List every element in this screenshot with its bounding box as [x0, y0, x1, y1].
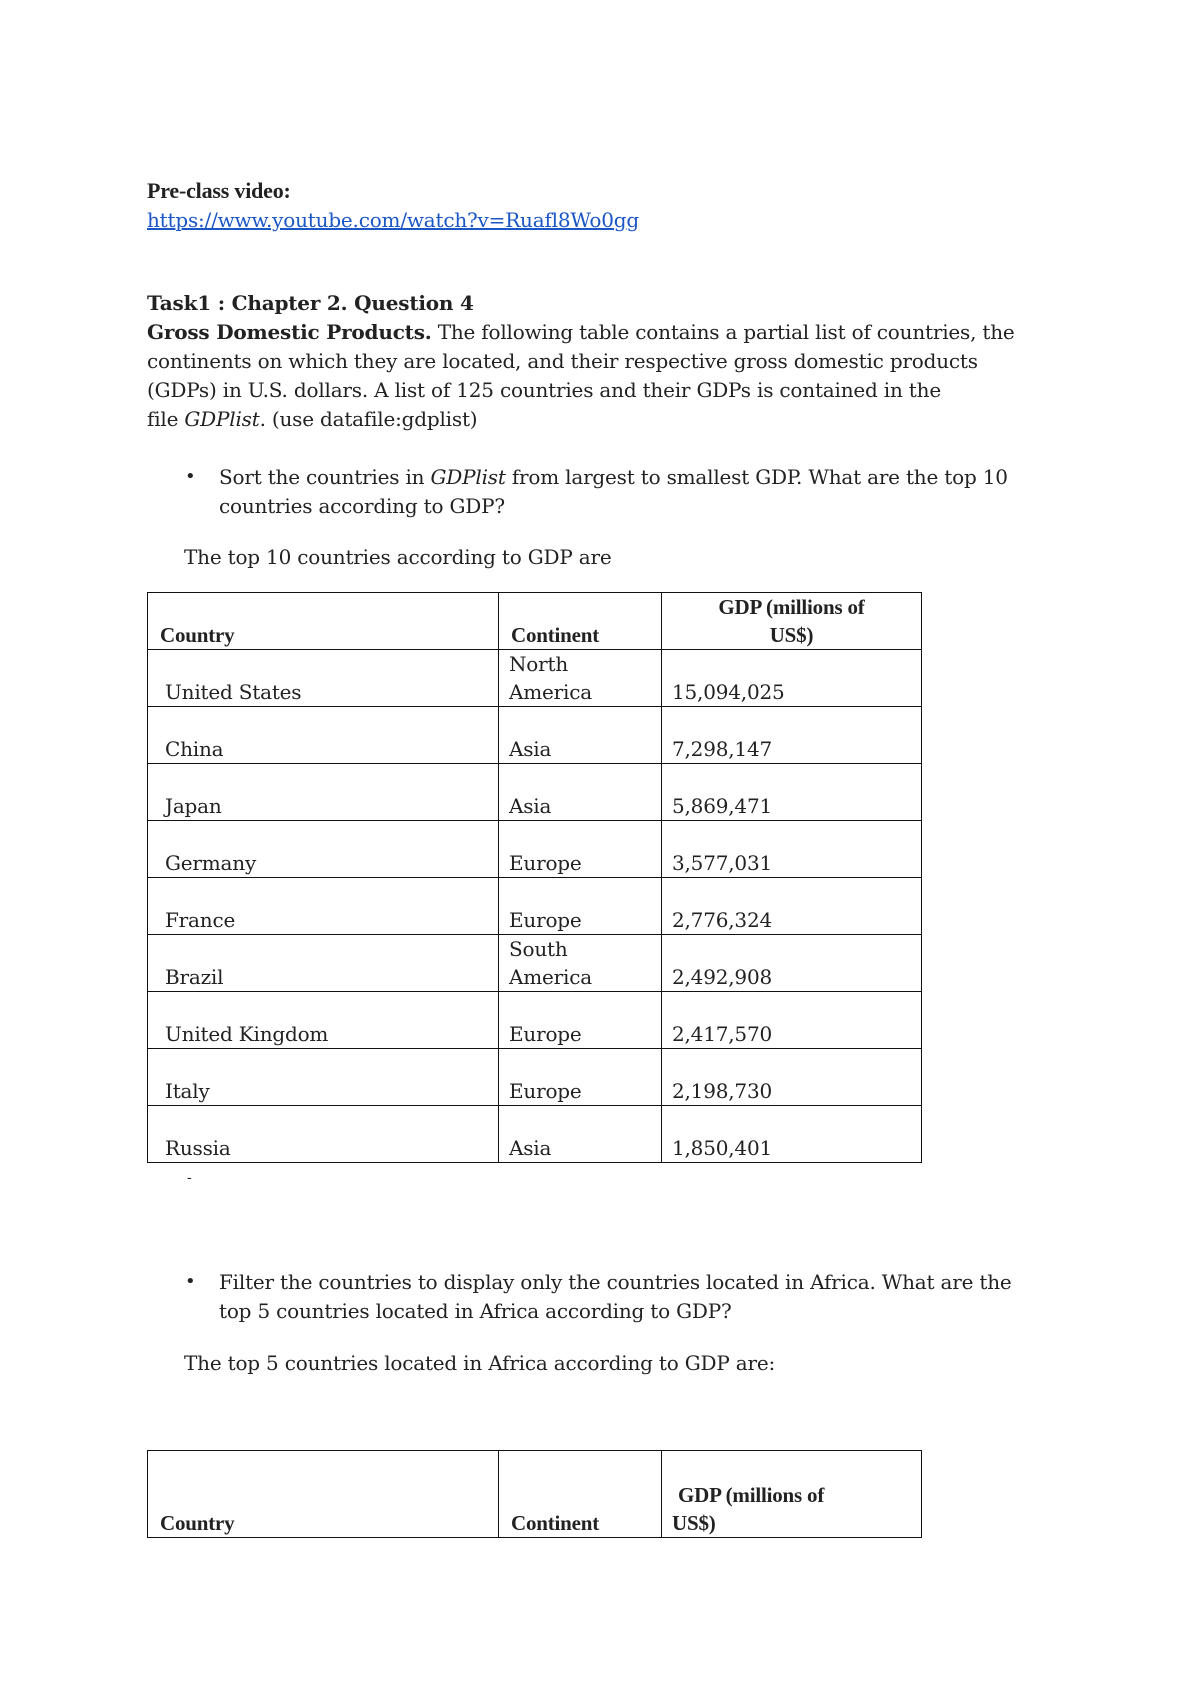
preclass-video-link[interactable]: https://www.youtube.com/watch?v=Ruafl8Wo0gg [147, 208, 639, 232]
task-title: Task1 : Chapter 2. Question 4 [147, 291, 474, 315]
table-row [148, 935, 922, 992]
cell-continent [499, 1106, 662, 1163]
cell-country: Italy [148, 1049, 499, 1106]
table-header-row [148, 1451, 922, 1538]
cell-continent-line2: America [509, 965, 592, 989]
table-row [148, 821, 922, 878]
table-row [148, 707, 922, 764]
header-country: Country [148, 1451, 499, 1538]
cell-continent-line1: North [509, 652, 569, 676]
q1-line-2: countries according to GDP? [219, 494, 505, 518]
cell-country: Russia [148, 1106, 499, 1163]
table-row [148, 878, 922, 935]
header-continent: Continent [499, 593, 662, 650]
preclass-label: Pre-class video: [147, 178, 291, 203]
cell-country: Japan [148, 764, 499, 821]
task-line-4-start: file [147, 407, 185, 431]
task-line-1 [147, 318, 1015, 347]
task-line-4-end: . (use datafile:gdplist) [259, 407, 478, 431]
header-country: Country [148, 593, 499, 650]
cell-continent [499, 821, 662, 878]
task-line-4-italic: GDPlist [184, 407, 260, 431]
bullet-icon: • [185, 466, 196, 487]
header-gdp [662, 1451, 922, 1538]
table-row [148, 992, 922, 1049]
q1-line-1 [219, 463, 1008, 492]
header-continent: Continent [499, 1451, 662, 1538]
cell-country: United Kingdom [148, 992, 499, 1049]
cell-gdp: 2,417,570 [662, 992, 922, 1049]
cell-continent-line2: Europe [509, 1079, 582, 1103]
header-gdp [662, 593, 922, 650]
cell-continent [499, 764, 662, 821]
header-gdp-line2: US$) [769, 623, 814, 647]
cell-continent [499, 650, 662, 707]
cell-continent [499, 1049, 662, 1106]
trailing-dash: - [187, 1170, 192, 1186]
q1-answer-intro: The top 10 countries according to GDP are [184, 545, 612, 569]
bullet-icon: • [185, 1271, 196, 1292]
table-header-row [148, 593, 922, 650]
table-row [148, 764, 922, 821]
task-line-4 [147, 405, 477, 434]
q1-line-1-italic: GDPlist [430, 465, 506, 489]
africa-gdp-table [147, 1450, 922, 1538]
table-row [148, 1049, 922, 1106]
cell-continent-line2: America [509, 680, 592, 704]
top10-gdp-table [147, 592, 922, 1163]
task-line-3: (GDPs) in U.S. dollars. A list of 125 countries and their GDPs is contained in the [147, 378, 941, 402]
cell-continent [499, 878, 662, 935]
cell-continent-line2: Asia [509, 737, 552, 761]
header-gdp-line2: US$) [672, 1511, 716, 1535]
table-row [148, 1106, 922, 1163]
cell-gdp: 5,869,471 [662, 764, 922, 821]
cell-gdp: 3,577,031 [662, 821, 922, 878]
q2-line-2: top 5 countries located in Africa according to GDP? [219, 1299, 732, 1323]
top10-gdp-table-body [148, 650, 922, 1163]
q2-answer-intro: The top 5 countries located in Africa according to GDP are: [184, 1351, 776, 1375]
task-lead: Gross Domestic Products. [147, 320, 432, 344]
q1-line-1-start: Sort the countries in [219, 465, 431, 489]
cell-country: Germany [148, 821, 499, 878]
cell-gdp: 7,298,147 [662, 707, 922, 764]
cell-continent-line2: Europe [509, 851, 582, 875]
table-row [148, 650, 922, 707]
task-line-1-rest: The following table contains a partial list of countries, the [431, 320, 1015, 344]
cell-country: France [148, 878, 499, 935]
cell-country: United States [148, 650, 499, 707]
cell-continent-line2: Europe [509, 1022, 582, 1046]
cell-gdp: 2,776,324 [662, 878, 922, 935]
cell-continent [499, 992, 662, 1049]
q1-line-1-end: from largest to smallest GDP. What are the top 10 [505, 465, 1008, 489]
cell-continent-line2: Asia [509, 1136, 552, 1160]
cell-continent [499, 935, 662, 992]
cell-continent [499, 707, 662, 764]
task-line-2: continents on which they are located, and their respective gross domestic products [147, 349, 978, 373]
cell-continent-line2: Europe [509, 908, 582, 932]
q2-line-1: Filter the countries to display only the countries located in Africa. What are the [219, 1270, 1012, 1294]
cell-gdp: 2,492,908 [662, 935, 922, 992]
cell-continent-line1: South [509, 937, 568, 961]
cell-gdp: 1,850,401 [662, 1106, 922, 1163]
cell-country: Brazil [148, 935, 499, 992]
cell-gdp: 15,094,025 [662, 650, 922, 707]
cell-country: China [148, 707, 499, 764]
header-gdp-line1: GDP (millions of [718, 595, 865, 619]
cell-continent-line2: Asia [509, 794, 552, 818]
header-gdp-line1: GDP (millions of [678, 1483, 825, 1507]
cell-gdp: 2,198,730 [662, 1049, 922, 1106]
